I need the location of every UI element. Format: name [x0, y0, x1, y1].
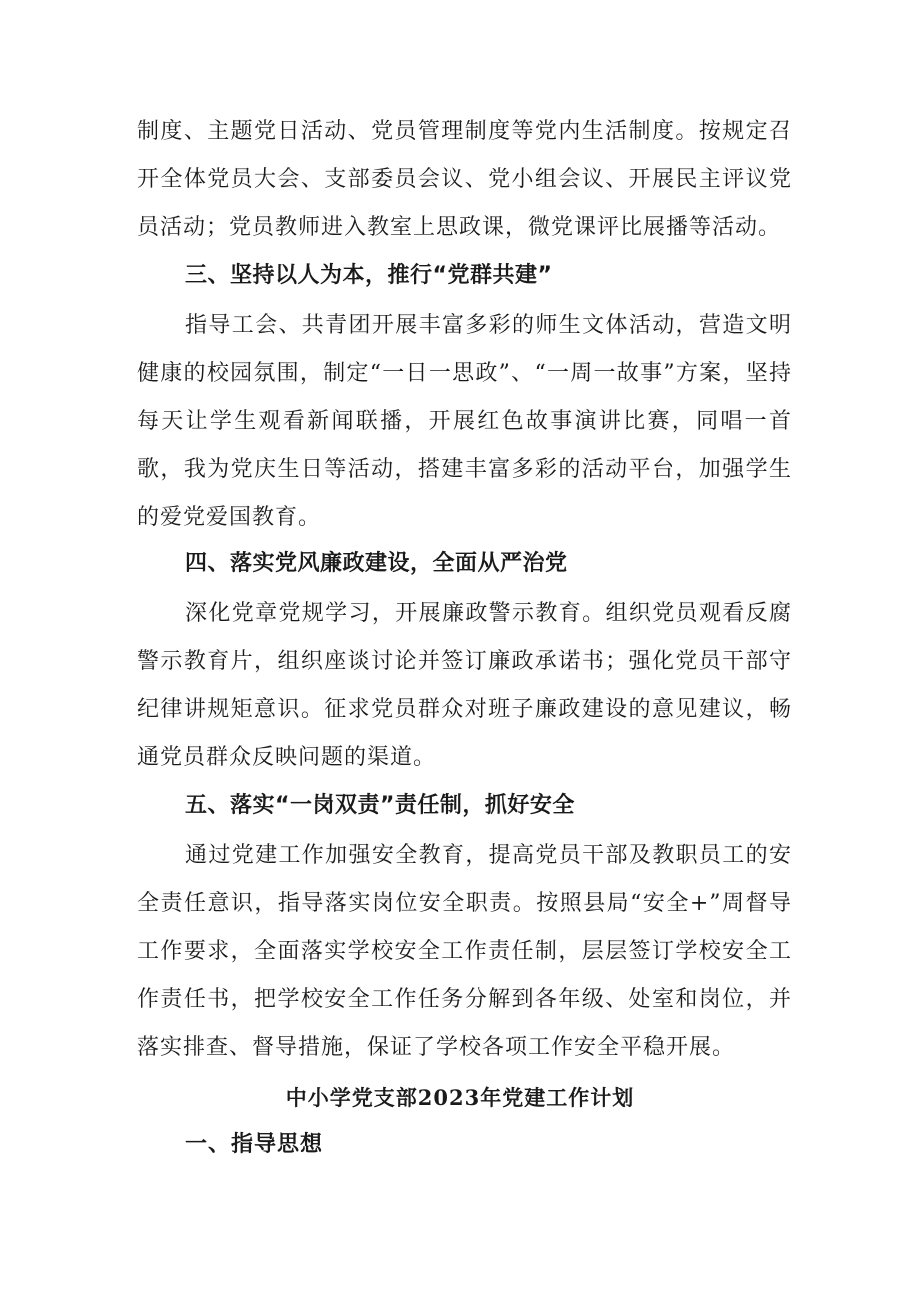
document-title: 中小学党支部2023年党建工作计划 [285, 1085, 635, 1110]
heading-section-5: 五、落实“一岗双责”责任制，抓好安全 [185, 793, 575, 818]
paragraph-section-3: 指导工会、共青团开展丰富多彩的师生文体活动，营造文明健康的校园氛围，制定“一日一思政”、“一周一故事”方案，坚持每天让学生观看新闻联播，开展红色故事演讲比赛，同唱一首歌，我为党庆生日等活动，搭建丰富多彩的活动平台，加强学生的爱党爱国教育。 [137, 313, 792, 530]
heading-guiding-thought: 一、指导思想 [185, 1131, 324, 1157]
heading-section-3: 三、坚持以人为本，推行“党群共建” [185, 263, 553, 288]
heading-section-4: 四、落实党风廉政建设，全面从严治党 [185, 551, 568, 576]
paragraph-section-4: 深化党章党规学习，开展廉政警示教育。组织党员观看反腐警示教育片，组织座谈讨论并签订廉政承诺书；强化党员干部守纪律讲规矩意识。征求党员群众对班子廉政建设的意见建议，畅通党员群众反映问题的渠道。 [137, 601, 792, 770]
paragraph-section-5: 通过党建工作加强安全教育，提高党员干部及教职员工的安全责任意识，指导落实岗位安全职责。按照县局“安全+”周督导工作要求，全面落实学校安全工作责任制，层层签订学校安全工作责任书，把学校安全工作任务分解到各年级、处室和岗位，并落实排查、督导措施，保证了学校各项工作安全平稳开展。 [137, 843, 792, 1060]
paragraph-party-life-system: 制度、主题党日活动、党员管理制度等党内生活制度。按规定召开全体党员大会、支部委员会议、党小组会议、开展民主评议党员活动；党员教师进入教室上思政课，微党课评比展播等活动。 [137, 119, 792, 240]
